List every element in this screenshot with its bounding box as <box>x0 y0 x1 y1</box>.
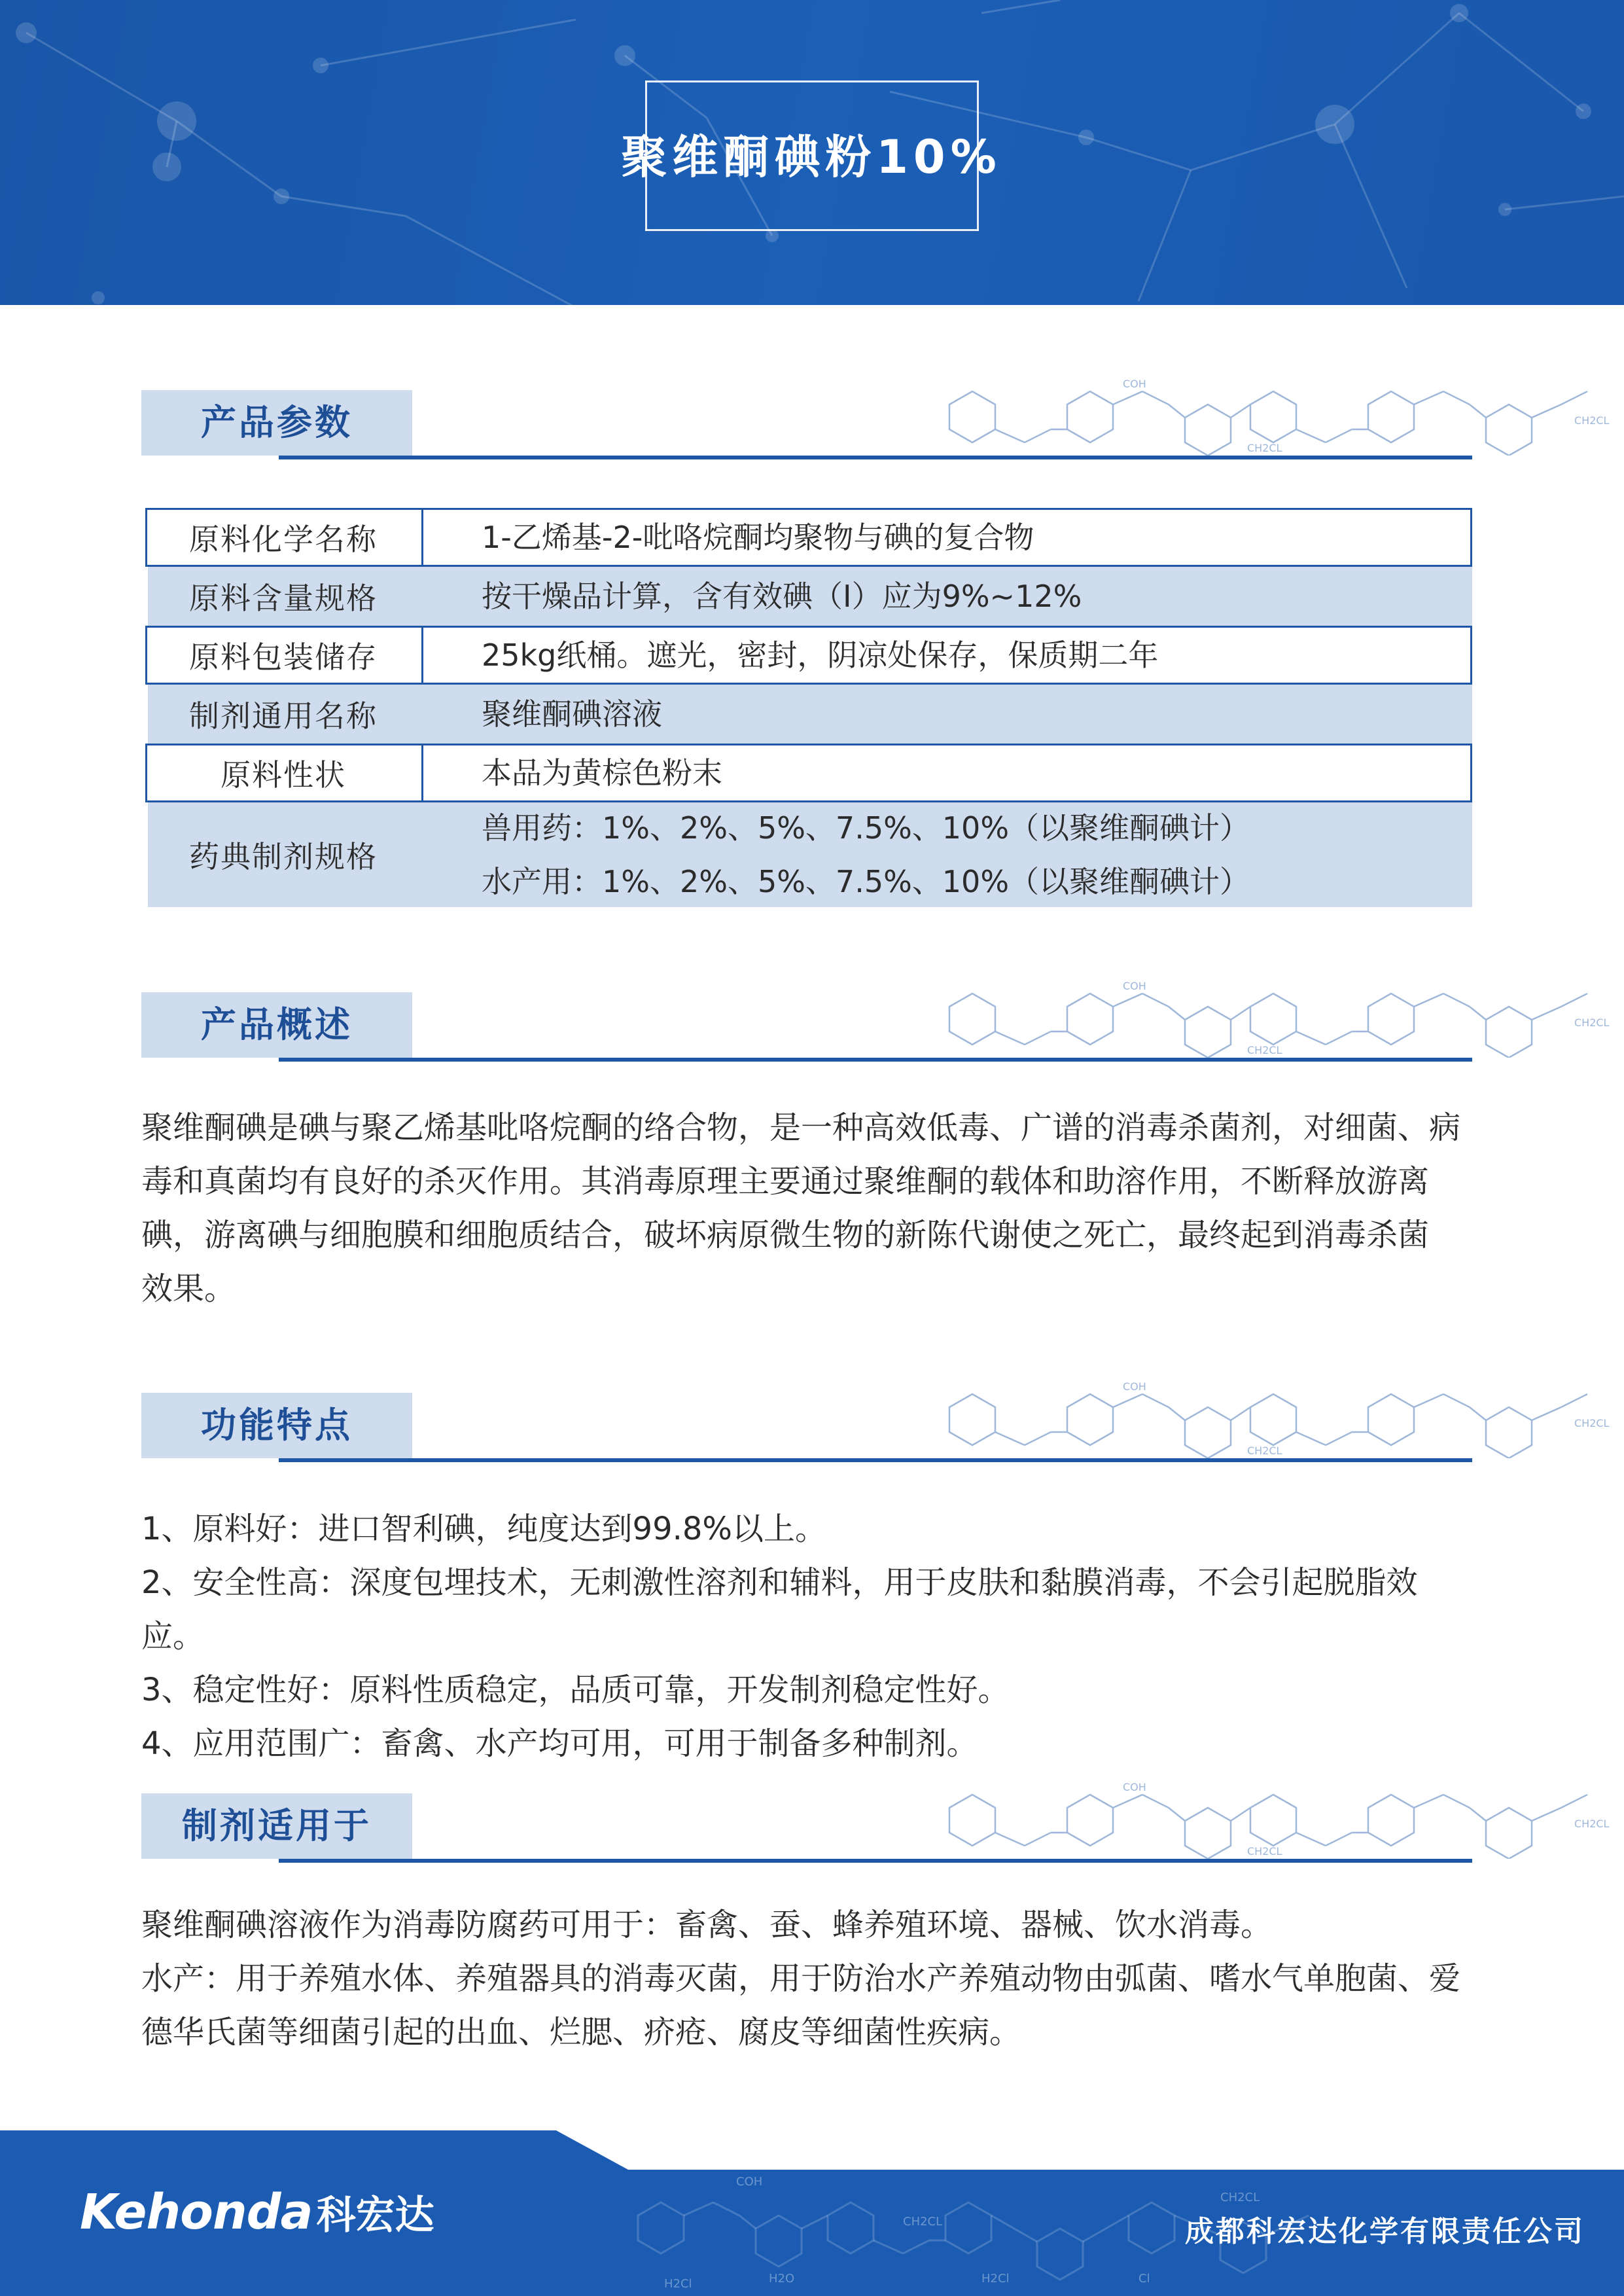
section-heading-overview <box>141 980 1610 1062</box>
svg-text:CH2CL: CH2CL <box>903 2215 943 2229</box>
heading-rule <box>279 456 1472 459</box>
table-row <box>141 626 1472 685</box>
company-name: 成都科宏达化学有限责任公司 <box>1185 2215 1585 2248</box>
svg-text:CH2CL: CH2CL <box>1247 1444 1282 1457</box>
svg-text:H2O: H2O <box>769 2272 795 2286</box>
logo-chinese: 科宏达 <box>316 2193 434 2238</box>
section-heading-params <box>141 378 1610 459</box>
param-value: 本品为黄棕色粉末 <box>482 755 722 791</box>
section-heading-usage <box>141 1782 1610 1863</box>
features-list <box>141 1502 1476 1770</box>
page-title: 聚维酮碘粉10% <box>621 130 1002 184</box>
list-item: 2、安全性高：深度包埋技术，无刺激性溶剂和辅料，用于皮肤和黏膜消毒，不会引起脱脂效应。 <box>141 1564 1418 1655</box>
param-value: 1-乙烯基-2-吡咯烷酮均聚物与碘的复合物 <box>482 520 1034 555</box>
param-value: 兽用药：1%、2%、5%、7.5%、10%（以聚维酮碘计） 水产用：1%、2%、5%、7.5%、10%（以聚维酮碘计） <box>482 810 1250 899</box>
molecule-decoration-icon <box>933 1381 1614 1458</box>
svg-text:H2Cl: H2Cl <box>981 2272 1010 2286</box>
svg-text:COH: COH <box>1123 980 1146 992</box>
svg-text:CH2CL: CH2CL <box>1247 442 1282 454</box>
list-item: 1、原料好：进口智利碘，纯度达到99.8%以上。 <box>141 1511 827 1547</box>
heading-label: 制剂适用于 <box>182 1805 372 1846</box>
molecule-decoration-icon <box>933 980 1614 1058</box>
svg-text:COH: COH <box>1123 378 1146 390</box>
logo-wordmark: Kehonda <box>80 2184 313 2240</box>
list-item: 3、稳定性好：原料性质稳定，品质可靠，开发制剂稳定性好。 <box>141 1672 1010 1708</box>
usage-paragraph: 聚维酮碘溶液作为消毒防腐药可用于：畜禽、蚕、蜂养殖环境、器械、饮水消毒。 水产：用于养殖水体、养殖器具的消毒灭菌，用于防治水产养殖动物由弧菌、嗜水气单胞菌、爱 德华氏菌等细菌引起的出血、烂腮、疥疮、腐皮等细菌性疾病。 <box>141 1907 1461 2051</box>
heading-label: 功能特点 <box>201 1405 353 1446</box>
param-value: 按干燥品计算，含有效碘（I）应为9%~12% <box>482 579 1082 614</box>
table-row <box>141 567 1472 626</box>
param-label: 原料性状 <box>221 757 346 793</box>
svg-text:CH2CL: CH2CL <box>1574 1818 1610 1830</box>
heading-label: 产品概述 <box>201 1004 353 1045</box>
svg-text:COH: COH <box>736 2175 763 2189</box>
param-value: 聚维酮碘溶液 <box>482 696 662 732</box>
param-label: 制剂通用名称 <box>189 698 378 734</box>
svg-text:Cl: Cl <box>1139 2272 1150 2286</box>
param-value: 25kg纸桶。遮光，密封，阴凉处保存，保质期二年 <box>482 637 1159 673</box>
heading-label: 产品参数 <box>201 402 353 443</box>
param-label: 原料包装储存 <box>189 639 378 675</box>
svg-text:CH2CL: CH2CL <box>1220 2191 1260 2204</box>
svg-text:CH2CL: CH2CL <box>1574 1417 1610 1429</box>
svg-text:H2Cl: H2Cl <box>664 2277 692 2291</box>
company-logo <box>80 2179 434 2245</box>
param-label: 原料含量规格 <box>189 581 378 616</box>
table-row <box>141 685 1472 744</box>
svg-text:CH2CL: CH2CL <box>1574 414 1610 427</box>
svg-text:CH2CL: CH2CL <box>1247 1845 1282 1857</box>
table-row <box>141 508 1472 567</box>
param-label: 药典制剂规格 <box>189 839 378 874</box>
list-item: 4、应用范围广：畜禽、水产均可用，可用于制备多种制剂。 <box>141 1725 978 1762</box>
svg-text:COH: COH <box>1123 1782 1146 1793</box>
molecule-decoration-icon <box>933 378 1614 456</box>
param-label: 原料化学名称 <box>189 522 378 557</box>
svg-text:COH: COH <box>1123 1381 1146 1393</box>
table-row <box>141 744 1472 802</box>
molecule-decoration-icon <box>933 1782 1614 1859</box>
svg-text:CH2CL: CH2CL <box>1574 1016 1610 1029</box>
overview-paragraph: 聚维酮碘是碘与聚乙烯基吡咯烷酮的络合物，是一种高效低毒、广谱的消毒杀菌剂，对细菌、病 毒和真菌均有良好的杀灭作用。其消毒原理主要通过聚维酮的载体和助溶作用，不断释放游离 碘，游离碘与细胞膜和细胞质结合，破坏病原微生物的新陈代谢使之死亡，最终起到消毒杀菌 效果。 <box>141 1109 1461 1307</box>
table-row <box>141 802 1472 907</box>
section-heading-features <box>141 1381 1610 1462</box>
svg-text:CH2CL: CH2CL <box>1247 1044 1282 1056</box>
